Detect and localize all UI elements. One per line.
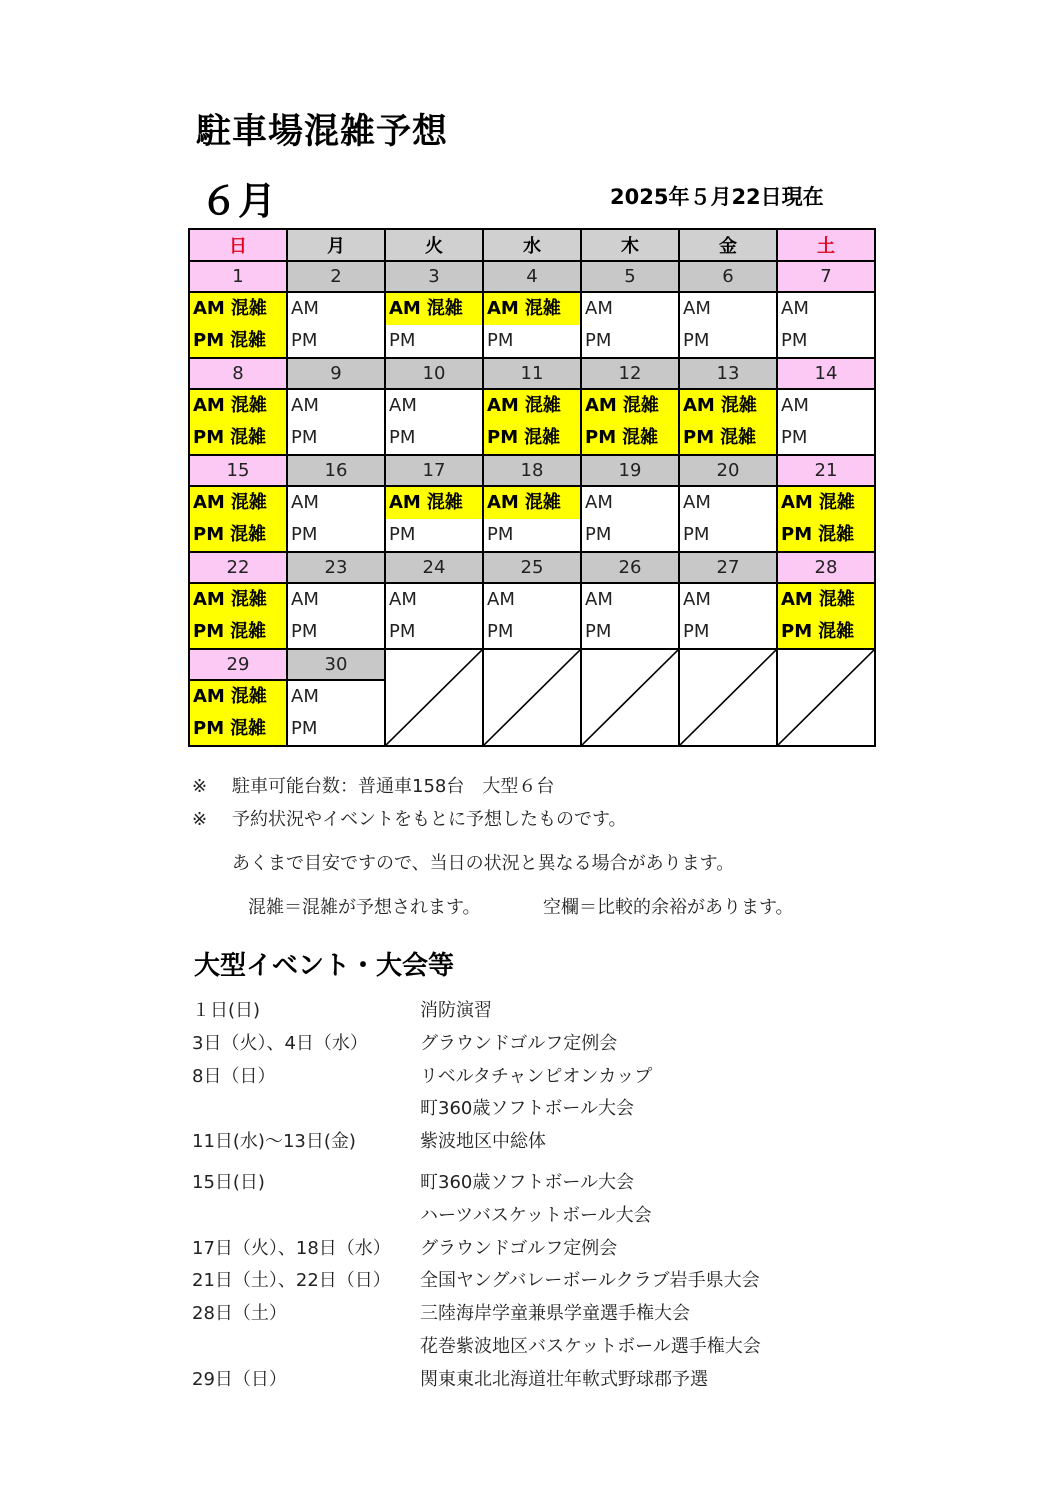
am-slot bbox=[386, 584, 482, 616]
pm-slot bbox=[680, 519, 776, 551]
note-capacity bbox=[192, 770, 627, 803]
pm-slot bbox=[778, 422, 874, 454]
day-forecast bbox=[189, 389, 287, 455]
busy-label: 混雑 bbox=[524, 492, 561, 513]
day-number: 27 bbox=[679, 552, 777, 583]
am-slot bbox=[778, 487, 874, 519]
day-forecast bbox=[679, 583, 777, 649]
day-number: 15 bbox=[189, 455, 287, 486]
pm-slot bbox=[190, 713, 286, 745]
pm-label: PM bbox=[389, 330, 416, 351]
am-slot bbox=[582, 487, 678, 519]
day-forecast bbox=[189, 680, 287, 746]
pm-label: PM bbox=[487, 427, 519, 448]
event-name: グラウンドゴルフ定例会 bbox=[420, 1237, 618, 1259]
am-label: AM bbox=[781, 492, 813, 513]
pm-slot bbox=[680, 325, 776, 357]
am-slot bbox=[582, 293, 678, 325]
pm-slot bbox=[582, 519, 678, 551]
weekday-header: 土 bbox=[777, 229, 875, 261]
day-forecast bbox=[679, 486, 777, 552]
event-date: 8日（日） bbox=[192, 1065, 276, 1087]
calendar-table bbox=[188, 228, 876, 747]
busy-label: 混雑 bbox=[230, 330, 267, 351]
day-number: 2 bbox=[287, 261, 385, 292]
busy-label: 混雑 bbox=[230, 621, 267, 642]
am-label: AM bbox=[585, 395, 617, 416]
pm-slot bbox=[386, 519, 482, 551]
event-date: 21日（土）、22日（日） bbox=[192, 1270, 391, 1292]
am-label: AM bbox=[585, 298, 613, 319]
pm-slot bbox=[582, 616, 678, 648]
events-heading: 大型イベント・大会等 bbox=[194, 951, 455, 981]
am-slot bbox=[680, 293, 776, 325]
am-label: AM bbox=[291, 589, 319, 610]
day-forecast bbox=[287, 486, 385, 552]
event-date: 3日（火）、4日（水） bbox=[192, 1032, 368, 1054]
day-forecast bbox=[581, 389, 679, 455]
event-date: 17日（火）、18日（水） bbox=[192, 1237, 391, 1259]
day-number: 6 bbox=[679, 261, 777, 292]
pm-slot bbox=[484, 422, 580, 454]
pm-label: PM bbox=[193, 621, 225, 642]
am-slot bbox=[386, 487, 482, 519]
am-label: AM bbox=[193, 395, 225, 416]
legend-empty: 空欄＝比較的余裕があります。 bbox=[543, 897, 794, 918]
day-number: 12 bbox=[581, 358, 679, 389]
empty-day-cell bbox=[385, 649, 483, 746]
event-date: １日(日) bbox=[192, 1000, 261, 1021]
event-name: リベルタチャンピオンカップ bbox=[420, 1065, 653, 1087]
am-slot bbox=[288, 681, 384, 713]
am-label: AM bbox=[291, 298, 319, 319]
pm-label: PM bbox=[683, 330, 710, 351]
pm-label: PM bbox=[193, 524, 225, 545]
am-slot bbox=[582, 390, 678, 422]
busy-label: 混雑 bbox=[622, 427, 659, 448]
pm-slot bbox=[190, 325, 286, 357]
am-label: AM bbox=[389, 395, 417, 416]
day-forecast bbox=[189, 486, 287, 552]
day-number: 25 bbox=[483, 552, 581, 583]
notes bbox=[192, 770, 627, 836]
page-title: 駐車場混雑予想 bbox=[196, 112, 449, 152]
day-number: 16 bbox=[287, 455, 385, 486]
busy-label: 混雑 bbox=[622, 395, 659, 416]
am-label: AM bbox=[781, 589, 813, 610]
pm-slot bbox=[778, 519, 874, 551]
am-label: AM bbox=[683, 298, 711, 319]
day-forecast bbox=[581, 292, 679, 358]
am-label: AM bbox=[781, 395, 809, 416]
pm-label: PM bbox=[291, 427, 318, 448]
day-number: 8 bbox=[189, 358, 287, 389]
pm-label: PM bbox=[193, 330, 225, 351]
pm-label: PM bbox=[193, 718, 225, 739]
busy-label: 混雑 bbox=[720, 395, 757, 416]
day-forecast bbox=[777, 389, 875, 455]
note-basis bbox=[192, 803, 627, 836]
pm-slot bbox=[190, 422, 286, 454]
am-slot bbox=[190, 293, 286, 325]
day-number: 10 bbox=[385, 358, 483, 389]
note-basis-text: 予約状況やイベントをもとに予想したものです。 bbox=[232, 809, 627, 830]
am-label: AM bbox=[683, 589, 711, 610]
day-forecast bbox=[483, 486, 581, 552]
pm-label: PM bbox=[781, 427, 808, 448]
am-slot bbox=[778, 390, 874, 422]
am-slot bbox=[288, 584, 384, 616]
legend-busy: 混雑＝混雑が予想されます。 bbox=[248, 897, 481, 918]
day-number: 19 bbox=[581, 455, 679, 486]
day-forecast bbox=[679, 389, 777, 455]
am-slot bbox=[288, 487, 384, 519]
pm-slot bbox=[582, 325, 678, 357]
am-slot bbox=[680, 487, 776, 519]
busy-label: 混雑 bbox=[426, 298, 463, 319]
am-slot bbox=[484, 487, 580, 519]
pm-slot bbox=[778, 616, 874, 648]
am-label: AM bbox=[487, 298, 519, 319]
busy-label: 混雑 bbox=[524, 395, 561, 416]
day-number: 28 bbox=[777, 552, 875, 583]
busy-label: 混雑 bbox=[230, 427, 267, 448]
pm-label: PM bbox=[683, 427, 715, 448]
day-forecast bbox=[483, 292, 581, 358]
pm-label: PM bbox=[683, 524, 710, 545]
am-slot bbox=[386, 293, 482, 325]
day-number: 3 bbox=[385, 261, 483, 292]
am-label: AM bbox=[291, 395, 319, 416]
pm-label: PM bbox=[487, 330, 514, 351]
am-slot bbox=[778, 584, 874, 616]
event-name: 町360歳ソフトボール大会 bbox=[420, 1098, 634, 1120]
event-name: 町360歳ソフトボール大会 bbox=[420, 1171, 634, 1193]
am-slot bbox=[484, 584, 580, 616]
busy-label: 混雑 bbox=[230, 589, 267, 610]
busy-label: 混雑 bbox=[818, 524, 855, 545]
busy-label: 混雑 bbox=[720, 427, 757, 448]
busy-label: 混雑 bbox=[818, 589, 855, 610]
busy-label: 混雑 bbox=[230, 686, 267, 707]
busy-label: 混雑 bbox=[230, 395, 267, 416]
busy-label: 混雑 bbox=[230, 298, 267, 319]
note-mark: ※ bbox=[192, 809, 208, 830]
day-number: 22 bbox=[189, 552, 287, 583]
day-forecast bbox=[483, 389, 581, 455]
day-forecast bbox=[777, 583, 875, 649]
am-label: AM bbox=[487, 589, 515, 610]
day-number: 7 bbox=[777, 261, 875, 292]
event-name: 三陸海岸学童兼県学童選手権大会 bbox=[420, 1303, 690, 1325]
pm-slot bbox=[190, 519, 286, 551]
busy-label: 混雑 bbox=[818, 621, 855, 642]
empty-day-cell bbox=[777, 649, 875, 746]
event-date: 29日（日） bbox=[192, 1368, 287, 1390]
weekday-header: 木 bbox=[581, 229, 679, 261]
am-label: AM bbox=[193, 298, 225, 319]
pm-slot bbox=[484, 325, 580, 357]
am-slot bbox=[680, 584, 776, 616]
am-label: AM bbox=[389, 298, 421, 319]
day-number: 5 bbox=[581, 261, 679, 292]
busy-label: 混雑 bbox=[426, 492, 463, 513]
am-label: AM bbox=[389, 492, 421, 513]
note-capacity-text: 駐車可能台数：普通車158台 大型６台 bbox=[232, 776, 555, 797]
pm-label: PM bbox=[585, 621, 612, 642]
day-forecast bbox=[679, 292, 777, 358]
day-forecast bbox=[385, 583, 483, 649]
pm-label: PM bbox=[585, 524, 612, 545]
pm-label: PM bbox=[781, 524, 813, 545]
event-name: 消防演習 bbox=[420, 1000, 492, 1021]
event-name: 紫波地区中総体 bbox=[420, 1131, 546, 1153]
diagonal-line-icon bbox=[778, 650, 874, 745]
am-slot bbox=[190, 584, 286, 616]
am-label: AM bbox=[193, 589, 225, 610]
am-label: AM bbox=[683, 492, 711, 513]
pm-label: PM bbox=[683, 621, 710, 642]
day-forecast bbox=[287, 389, 385, 455]
pm-label: PM bbox=[487, 621, 514, 642]
day-forecast bbox=[581, 486, 679, 552]
busy-label: 混雑 bbox=[230, 524, 267, 545]
event-date: 15日(日) bbox=[192, 1171, 265, 1193]
weekday-header: 水 bbox=[483, 229, 581, 261]
am-slot bbox=[484, 293, 580, 325]
day-forecast bbox=[189, 292, 287, 358]
day-forecast bbox=[287, 583, 385, 649]
congestion-calendar bbox=[188, 228, 874, 753]
am-label: AM bbox=[291, 492, 319, 513]
am-label: AM bbox=[389, 589, 417, 610]
pm-slot bbox=[288, 422, 384, 454]
am-label: AM bbox=[487, 395, 519, 416]
pm-slot bbox=[680, 422, 776, 454]
am-slot bbox=[288, 390, 384, 422]
busy-label: 混雑 bbox=[524, 427, 561, 448]
day-number: 30 bbox=[287, 649, 385, 680]
note-disclaimer: あくまで目安ですので、当日の状況と異なる場合があります。 bbox=[232, 853, 735, 874]
diagonal-line-icon bbox=[484, 650, 580, 745]
am-slot bbox=[288, 293, 384, 325]
day-forecast bbox=[581, 583, 679, 649]
pm-slot bbox=[386, 422, 482, 454]
day-number: 1 bbox=[189, 261, 287, 292]
event-name: 全国ヤングバレーボールクラブ岩手県大会 bbox=[420, 1270, 760, 1292]
day-forecast bbox=[189, 583, 287, 649]
pm-slot bbox=[288, 616, 384, 648]
day-number: 24 bbox=[385, 552, 483, 583]
empty-day-cell bbox=[581, 649, 679, 746]
diagonal-line-icon bbox=[386, 650, 482, 745]
diagonal-line-icon bbox=[680, 650, 776, 745]
pm-label: PM bbox=[389, 524, 416, 545]
am-label: AM bbox=[585, 589, 613, 610]
am-label: AM bbox=[193, 686, 225, 707]
pm-label: PM bbox=[585, 330, 612, 351]
day-forecast bbox=[287, 680, 385, 746]
weekday-header: 火 bbox=[385, 229, 483, 261]
pm-label: PM bbox=[291, 330, 318, 351]
pm-label: PM bbox=[389, 621, 416, 642]
am-label: AM bbox=[585, 492, 613, 513]
day-forecast bbox=[385, 292, 483, 358]
day-number: 4 bbox=[483, 261, 581, 292]
day-number: 20 bbox=[679, 455, 777, 486]
weekday-header: 月 bbox=[287, 229, 385, 261]
am-slot bbox=[484, 390, 580, 422]
pm-label: PM bbox=[291, 621, 318, 642]
day-number: 17 bbox=[385, 455, 483, 486]
pm-label: PM bbox=[291, 718, 318, 739]
pm-slot bbox=[288, 325, 384, 357]
pm-label: PM bbox=[585, 427, 617, 448]
pm-label: PM bbox=[193, 427, 225, 448]
day-forecast bbox=[777, 292, 875, 358]
pm-slot bbox=[680, 616, 776, 648]
event-date: 11日(水)〜13日(金) bbox=[192, 1131, 356, 1153]
pm-slot bbox=[484, 616, 580, 648]
weekday-header: 金 bbox=[679, 229, 777, 261]
pm-slot bbox=[386, 325, 482, 357]
am-slot bbox=[680, 390, 776, 422]
day-number: 23 bbox=[287, 552, 385, 583]
pm-slot bbox=[288, 519, 384, 551]
am-label: AM bbox=[781, 298, 809, 319]
as-of-date: 2025年５月22日現在 bbox=[610, 185, 824, 209]
pm-label: PM bbox=[291, 524, 318, 545]
note-mark: ※ bbox=[192, 776, 208, 797]
pm-slot bbox=[386, 616, 482, 648]
busy-label: 混雑 bbox=[524, 298, 561, 319]
day-number: 18 bbox=[483, 455, 581, 486]
weekday-header: 日 bbox=[189, 229, 287, 261]
event-name: ハーツバスケットボール大会 bbox=[420, 1204, 652, 1226]
month-label: ６月 bbox=[200, 179, 277, 223]
event-name: グラウンドゴルフ定例会 bbox=[420, 1032, 618, 1054]
event-date: 28日（土） bbox=[192, 1303, 287, 1325]
day-number: 14 bbox=[777, 358, 875, 389]
am-label: AM bbox=[487, 492, 519, 513]
busy-label: 混雑 bbox=[818, 492, 855, 513]
busy-label: 混雑 bbox=[230, 492, 267, 513]
day-forecast bbox=[385, 389, 483, 455]
day-number: 29 bbox=[189, 649, 287, 680]
pm-slot bbox=[484, 519, 580, 551]
event-name: 関東東北北海道壮年軟式野球郡予選 bbox=[420, 1368, 708, 1390]
day-number: 13 bbox=[679, 358, 777, 389]
am-slot bbox=[386, 390, 482, 422]
am-slot bbox=[190, 487, 286, 519]
am-label: AM bbox=[683, 395, 715, 416]
day-number: 21 bbox=[777, 455, 875, 486]
pm-label: PM bbox=[781, 621, 813, 642]
am-slot bbox=[778, 293, 874, 325]
day-forecast bbox=[287, 292, 385, 358]
am-label: AM bbox=[291, 686, 319, 707]
day-number: 11 bbox=[483, 358, 581, 389]
pm-slot bbox=[778, 325, 874, 357]
am-slot bbox=[190, 390, 286, 422]
empty-day-cell bbox=[679, 649, 777, 746]
pm-label: PM bbox=[389, 427, 416, 448]
pm-label: PM bbox=[781, 330, 808, 351]
day-forecast bbox=[777, 486, 875, 552]
pm-label: PM bbox=[487, 524, 514, 545]
day-number: 9 bbox=[287, 358, 385, 389]
pm-slot bbox=[190, 616, 286, 648]
pm-slot bbox=[582, 422, 678, 454]
am-label: AM bbox=[193, 492, 225, 513]
am-slot bbox=[582, 584, 678, 616]
pm-slot bbox=[288, 713, 384, 745]
day-forecast bbox=[483, 583, 581, 649]
event-name: 花巻紫波地区バスケットボール選手権大会 bbox=[420, 1335, 761, 1357]
diagonal-line-icon bbox=[582, 650, 678, 745]
empty-day-cell bbox=[483, 649, 581, 746]
busy-label: 混雑 bbox=[230, 718, 267, 739]
day-number: 26 bbox=[581, 552, 679, 583]
day-forecast bbox=[385, 486, 483, 552]
am-slot bbox=[190, 681, 286, 713]
